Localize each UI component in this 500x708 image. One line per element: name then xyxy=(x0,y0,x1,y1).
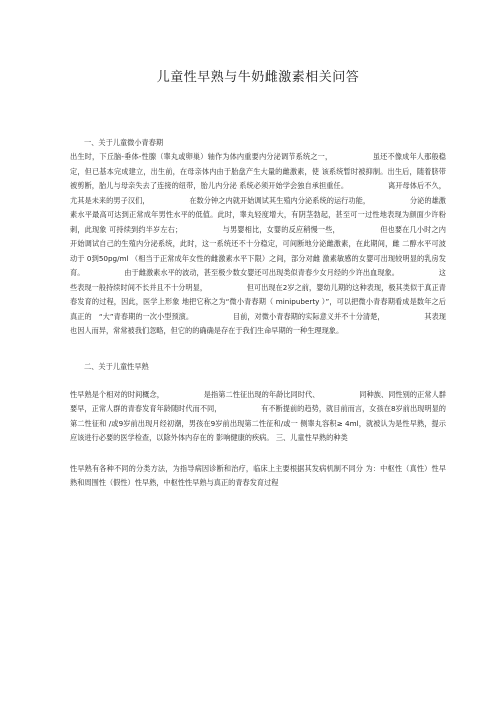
section-precocious-puberty-types xyxy=(70,462,446,491)
section-heading: 一、关于儿童微小青春期 xyxy=(84,138,164,147)
section-body: 出生时，下丘脑-垂体-性腺（睾丸或卵巢）轴作为体内重要内分泌调节系统之一， 虽还不像成年人那般稳定，但已基本完成建立，出生前，在母亲体内由于胎盘产生大量的雌激素，使 该系统暂时被抑制。出生后，随着脐带被剪断，胎儿与母亲失去了连接的纽带，胎儿内分泌 系统必须开始学会独自承担重任。 离开母体后不久，尤其是未来的男子汉们， 在数分钟之内就开始调试其生殖内分泌系统的运行功能， 分泌的雄激素水平最高可达到正常成年男性水平的低值。此时，睾丸轻度增大，有阴茎勃起，甚至可一过性地表现为颜面少许粉刺，此现象 可持续到约半岁左右； 与男婴相比，女婴的反应稍慢一些， 但也要在几小时之内开始调试自己的生殖内分泌系统，此时，这一系统还不十分稳定，可间断地分泌雌激素，在此期间，雌 二醇水平可波动于 0到50pg/ml （相当于正常成年女性的雌激素水平下限）之间，部分对雌 激素敏感的女婴可出现较明显的乳房发育。 由于雌激素水平的波动，甚至极少数女婴还可出现类似青春少女月经的少许出血现象。 这些表现一般持续时间不长并且不十分明显， 但可出现在2岁之前，婴幼儿期的这种表现，极其类似于真正青春发育的过程，因此，医学上形象 地把它称之为“微小青春期（ minipuberty ）”，可以把微小青春期看成是数年之后真正的 “大”青春期的一次小型预演。 目前，对微小青春期的实际意义并不十分清楚， 其表现也因人而异，常常被我们忽略，但它的的确确是存在于我们生命早期的一种生理现象。 xyxy=(70,152,446,335)
section-precocious-puberty xyxy=(70,361,446,446)
section-heading: 二、关于儿童性早熟 xyxy=(84,361,149,371)
document-title: 儿童性早熟与牛奶雌激素相关问答 xyxy=(156,70,360,85)
spacer xyxy=(70,374,446,388)
spacer xyxy=(70,339,446,361)
section-body: 性早熟是个相对的时间概念， 是指第二性征出现的年龄比同时代、 同种族、同性别的正常人群要早，正常人群的青春发育年龄随时代而不同， 有不断提前的趋势，就目前而言，女孩在8岁前出现明显的第二性征和 /或9岁前出现月经初潮，男孩在9岁前出现第二性征和/或一 侧睾丸容积≥ 4ml，就被认为是性早熟，提示应该进行必要的医学检查，以除外体内存在的 影响健康的疾病。 三、儿童性早熟的种类 xyxy=(70,389,446,442)
spacer xyxy=(70,117,446,137)
section-microminipuberty xyxy=(70,137,446,339)
spacer xyxy=(70,446,446,462)
section-body: 性早熟有各种不同的分类方法，为指导病因诊断和治疗，临床上主要根据其发病机制不同分 为：中枢性（真性）性早熟和周围性（假性）性早熟，中枢性性早熟与真正的青春发育过程 xyxy=(70,463,446,487)
